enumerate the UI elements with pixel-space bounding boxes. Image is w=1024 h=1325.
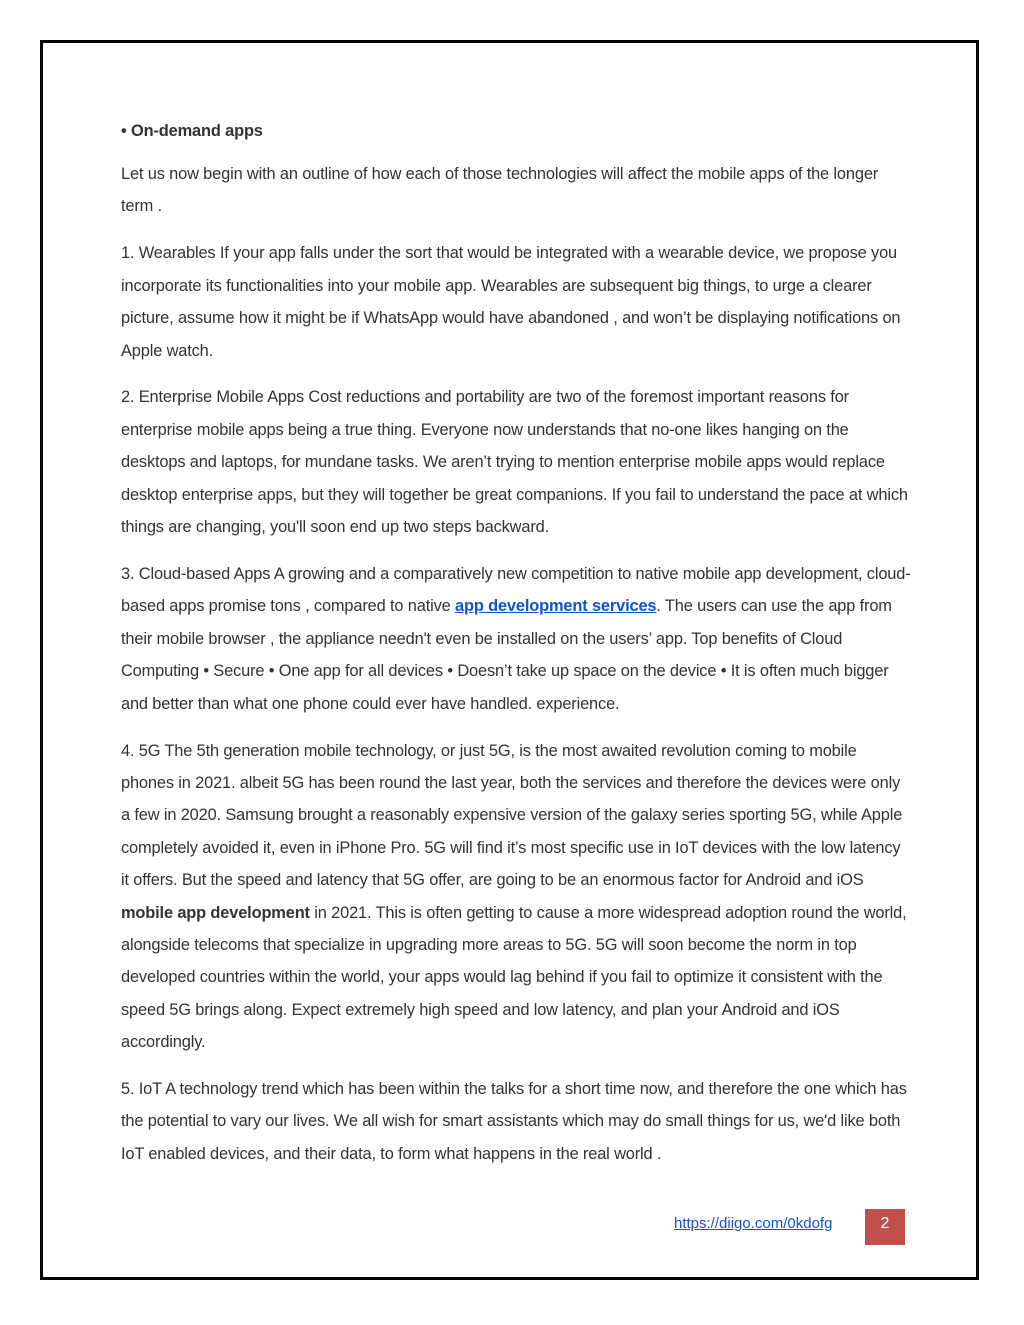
enterprise-paragraph: 2. Enterprise Mobile Apps Cost reductions and portability are two of the foremost important reasons for enterprise mobile apps being a true thing. Everyone now understands that no-one likes hanging on the desktops and laptops, for mundane tasks. We aren’t trying to mention enterprise mobile apps would replace desktop enterprise apps, but they will together be great companions. If you fail to understand the pace at which things are changing, you'll soon end up two steps backward. xyxy=(121,388,908,537)
fiveg-paragraph xyxy=(121,735,911,1059)
fiveg-text-before-bold: 4. 5G The 5th generation mobile technology, or just 5G, is the most awaited revolution coming to mobile phones in 2021. albeit 5G has been round the last year, both the services and therefore the devices were only a few in 2020. Samsung brought a reasonably expensive version of the galaxy series sporting 5G, while Apple completely avoided it, even in iPhone Pro. 5G will find it’s most specific use in IoT devices with the low latency it offers. But the speed and latency that 5G offer, are going to be an enormous factor for Android and iOS xyxy=(121,741,903,890)
footer-url-link[interactable]: https://diigo.com/0kdofg xyxy=(674,1215,833,1232)
section-heading xyxy=(121,118,911,144)
fiveg-text-after-bold: in 2021. This is often getting to cause a more widespread adoption round the world, alongside telecoms that specialize in upgrading more areas to 5G. 5G will soon become the norm in top developed countries within the world, your apps would lag behind if you fail to optimize it consistent with the speed 5G brings along. Expect extremely high speed and low latency, and plan your Android and iOS accordingly. xyxy=(121,903,907,1052)
cloud-text-after-link: . The users can use the app from their mobile browser , the appliance needn't even be installed on the users’ app. Top benefits of Cloud Computing • Secure • One app for all devices • Doesn’t take up space on the device • It is often much bigger and better than what one phone could ever have handled. experience. xyxy=(121,597,892,713)
intro-paragraph: Let us now begin with an outline of how each of those technologies will affect the mobile apps of the longer term . xyxy=(121,165,879,216)
iot-paragraph: 5. IoT A technology trend which has been within the talks for a short time now, and therefore the one which has the potential to vary our lives. We all wish for smart assistants which may do small things for us, we'd like both IoT enabled devices, and their data, to form what happens in the real world . xyxy=(121,1080,907,1163)
page-number-badge: 2 xyxy=(865,1209,905,1245)
cloud-text-before-link: 3. Cloud-based Apps A growing and a comparatively new competition to native mobile app development, cloud-based apps promise tons , compared to native xyxy=(121,564,911,616)
heading-bullet: • xyxy=(121,122,127,140)
wearables-paragraph: 1. Wearables If your app falls under the sort that would be integrated with a wearable device, we propose you incorporate its functionalities into your mobile app. Wearables are subsequent big things, to urge a clearer picture, assume how it might be if WhatsApp would have abandoned , and won’t be displaying notifications on Apple watch. xyxy=(121,244,901,360)
document-body xyxy=(121,118,911,1185)
app-development-services-link[interactable]: app development services xyxy=(455,597,657,616)
cloud-paragraph xyxy=(121,558,911,720)
mobile-app-development-bold: mobile app development xyxy=(121,903,310,922)
heading-text: On-demand apps xyxy=(131,122,263,140)
